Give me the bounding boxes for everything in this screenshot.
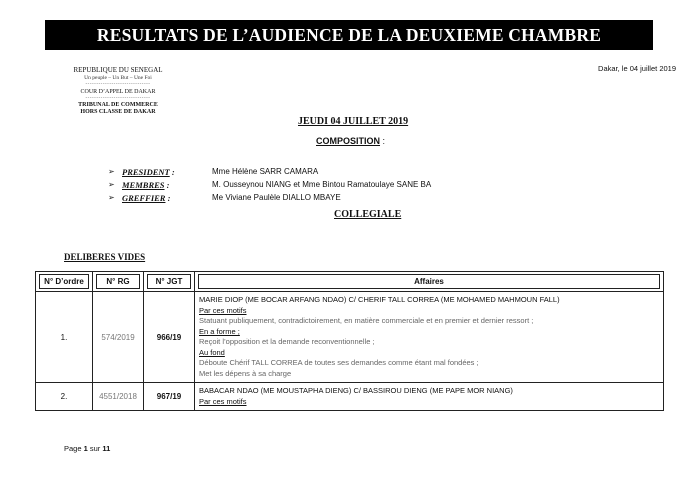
member-role: GREFFIER : (122, 192, 171, 203)
table-header-row (36, 272, 664, 292)
section-title: DELIBERES VIDES (64, 252, 146, 262)
table-row (36, 292, 664, 383)
case-parties: BABACAR NDAO (ME MOUSTAPHA DIENG) C/ BASSIROU DIENG (ME PAPE MOR NIANG) (199, 386, 513, 395)
member-row-greffier (108, 191, 431, 204)
arrow-bullet-icon: ➢ (108, 180, 115, 189)
composition-label: COMPOSITION (316, 136, 381, 146)
results-table (35, 271, 664, 411)
arrow-bullet-icon: ➢ (108, 167, 115, 176)
page-banner-title: RESULTATS DE L’AUDIENCE DE LA DEUXIEME CHAMBRE (45, 20, 653, 50)
cell-rg: 4551/2018 (93, 383, 144, 411)
cell-affaires (195, 292, 664, 383)
ruling-text: Statuant publiquement, contradictoirement, en matière commerciale et en premier et dernier ressort ; (199, 316, 534, 325)
par-ces-motifs: Par ces motifs (199, 396, 247, 406)
session-date: JEUDI 04 JUILLET 2019 (298, 116, 409, 127)
national-motto: Un peuple – Un But – Une Foi (84, 75, 152, 81)
member-name: Me Viviane Paulèle DIALLO MBAYE (212, 193, 341, 202)
table-row (36, 383, 664, 411)
collegiale-heading: COLLEGIALE (334, 209, 402, 220)
au-fond: Au fond (199, 347, 225, 357)
cell-jgt: 967/19 (144, 383, 195, 411)
page-total: 11 (102, 444, 111, 453)
court-of-appeal: COUR D’APPEL DE DAKAR (80, 89, 156, 95)
ruling-text: Déboute Chérif TALL CORREA de toutes ses demandes comme étant mal fondées ; (199, 358, 479, 367)
ruling-text: Met les dépens à sa charge (199, 368, 292, 378)
cell-ordre: 1. (36, 292, 93, 383)
header-separator: ------------------------------ (85, 82, 151, 87)
cell-affaires (195, 383, 664, 411)
cell-ordre: 2. (36, 383, 93, 411)
col-header-rg: N° RG (93, 272, 144, 292)
en-la-forme: En a forme ; (199, 326, 240, 336)
member-row-membres (108, 178, 431, 191)
tribunal-class: HORS CLASSE DE DAKAR (80, 109, 156, 115)
member-role: PRESIDENT : (122, 166, 175, 177)
member-row-president (108, 165, 431, 178)
tribunal-name: TRIBUNAL DE COMMERCE (78, 102, 158, 108)
page-number: 1 (83, 444, 88, 453)
col-header-affaires: Affaires (195, 272, 664, 292)
arrow-bullet-icon: ➢ (108, 193, 115, 202)
institution-header (48, 66, 188, 116)
cell-jgt: 966/19 (144, 292, 195, 383)
case-parties: MARIE DIOP (ME BOCAR ARFANG NDAO) C/ CHERIF TALL CORREA (ME MOHAMED MAHMOUN FALL) (199, 295, 560, 304)
member-name: Mme Hélène SARR CAMARA (212, 167, 319, 176)
country-name: REPUBLIQUE DU SENEGAL (73, 66, 163, 74)
composition-list (108, 165, 431, 204)
member-name: M. Ousseynou NIANG et Mme Bintou Ramatoulaye SANE BA (212, 180, 432, 189)
col-header-jgt: N° JGT (144, 272, 195, 292)
header-separator: ------------------------------ (85, 96, 151, 101)
page-footer: Page 1 sur 11 (64, 444, 111, 453)
member-role: MEMBRES : (122, 179, 170, 190)
par-ces-motifs: Par ces motifs (199, 305, 247, 315)
col-header-ordre: N° D’ordre (36, 272, 93, 292)
composition-heading (316, 136, 385, 146)
document-date: Dakar, le 04 juillet 2019 (598, 64, 676, 73)
ruling-text: Reçoit l’opposition et la demande reconventionnelle ; (199, 337, 375, 346)
cell-rg: 574/2019 (93, 292, 144, 383)
composition-suffix: : (380, 136, 386, 146)
